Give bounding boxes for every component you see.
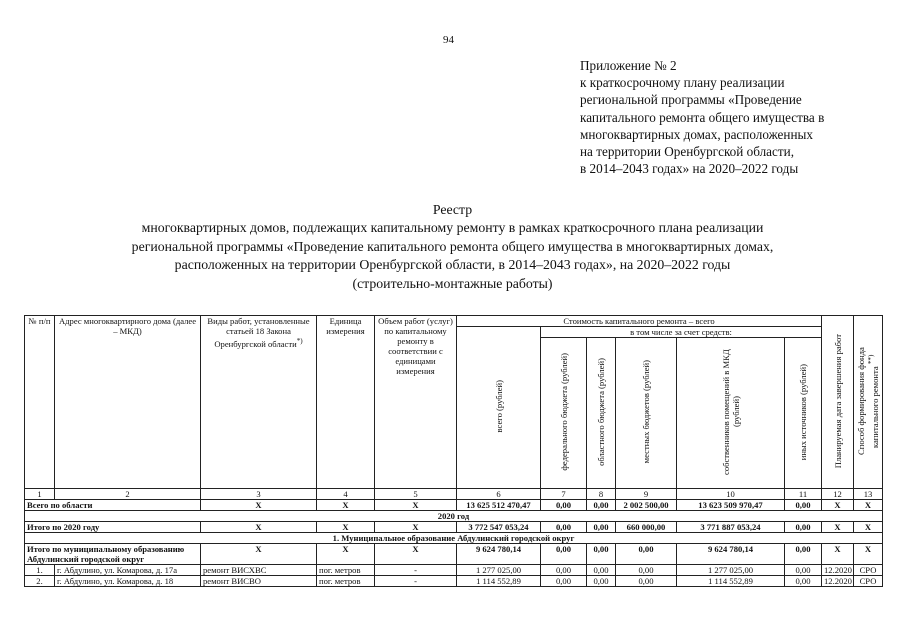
total-label: Итого по муниципальному образованию Абдулинский городской округ: [25, 544, 201, 565]
title-line: региональной программы «Проведение капитального ремонта общего имущества в многоквартирных домах,: [131, 238, 774, 254]
cell-fund: X: [854, 500, 883, 511]
cell-unit: X: [317, 522, 375, 533]
cell-volume: X: [375, 500, 457, 511]
cell-date: X: [822, 500, 854, 511]
header-date: Планируемая дата завершения работ: [822, 316, 854, 489]
cell-local: 0,00: [616, 576, 677, 587]
header-fund-mark: **): [867, 354, 876, 364]
cell-other: 0,00: [785, 544, 822, 565]
col-number: 7: [541, 489, 587, 500]
cell-federal: 0,00: [541, 522, 587, 533]
cell-date: 12.2020: [822, 576, 854, 587]
cell-owners: 1 277 025,00: [677, 565, 785, 576]
cell-unit: пог. метров: [317, 576, 375, 587]
cell-local: 0,00: [616, 544, 677, 565]
col-number: 9: [616, 489, 677, 500]
cell-other: 0,00: [785, 500, 822, 511]
cell-address: г. Абдулино, ул. Комарова, д. 17а: [55, 565, 201, 576]
cell-federal: 0,00: [541, 544, 587, 565]
title-line: расположенных на территории Оренбургской области, в 2014–2043 годах», на 2020–2022 годы: [174, 257, 731, 273]
cell-regional: 0,00: [587, 576, 616, 587]
cell-local: 0,00: [616, 565, 677, 576]
total-label: Итого по 2020 году: [25, 522, 201, 533]
header-other: иных источников (рублей): [785, 338, 822, 489]
cell-fund: X: [854, 544, 883, 565]
cell-volume: X: [375, 522, 457, 533]
appendix-line: региональной программы «Проведение: [580, 92, 802, 108]
header-row: [25, 316, 883, 327]
cell-regional: 0,00: [587, 544, 616, 565]
col-number: 1: [25, 489, 55, 500]
year-section-row: [25, 511, 883, 522]
header-works: [201, 316, 317, 489]
cell-other: 0,00: [785, 522, 822, 533]
appendix-line: капитального ремонта общего имущества в: [580, 109, 825, 125]
cell-federal: 0,00: [541, 500, 587, 511]
column-number-row: [25, 489, 883, 500]
cell-date: 12.2020: [822, 565, 854, 576]
cell-regional: 0,00: [587, 500, 616, 511]
col-number: 8: [587, 489, 616, 500]
col-number: 4: [317, 489, 375, 500]
cell-regional: 0,00: [587, 565, 616, 576]
cell-owners: 1 114 552,89: [677, 576, 785, 587]
table-row: [25, 576, 883, 587]
header-works-mark: *): [296, 337, 303, 345]
col-number: 6: [457, 489, 541, 500]
cell-works: X: [201, 500, 317, 511]
cell-total: 9 624 780,14: [457, 544, 541, 565]
title-line: (строительно-монтажные работы): [352, 275, 553, 291]
appendix-line: в 2014–2043 годах» на 2020–2022 годы: [580, 161, 799, 177]
municipality-section-row: [25, 533, 883, 544]
cell-owners: 9 624 780,14: [677, 544, 785, 565]
col-number: 10: [677, 489, 785, 500]
cell-local: 2 002 500,00: [616, 500, 677, 511]
appendix-line: на территории Оренбургской области,: [580, 144, 795, 160]
cell-address: г. Абдулино, ул. Комарова, д. 18: [55, 576, 201, 587]
title-line: многоквартирных домов, подлежащих капитальному ремонту в рамках краткосрочного плана реализации: [141, 220, 764, 236]
cell-federal: 0,00: [541, 576, 587, 587]
cell-unit: пог. метров: [317, 565, 375, 576]
col-number: 3: [201, 489, 317, 500]
cell-date: X: [822, 544, 854, 565]
header-volume: Объем работ (услуг) по капитальному ремонту в соответствии с единицами измерения: [375, 316, 457, 489]
register-table: [24, 315, 883, 587]
col-number: 11: [785, 489, 822, 500]
header-incl-group: в том числе за счет средств:: [541, 327, 822, 338]
cell-other: 0,00: [785, 565, 822, 576]
header-unit: Единица измерения: [317, 316, 375, 489]
col-number: 2: [55, 489, 201, 500]
appendix-line: Приложение № 2: [580, 58, 677, 73]
cell-works: X: [201, 522, 317, 533]
cell-local: 660 000,00: [616, 522, 677, 533]
col-number: 12: [822, 489, 854, 500]
cell-num: 2.: [25, 576, 55, 587]
cell-fund: X: [854, 522, 883, 533]
appendix-header: [580, 57, 824, 177]
header-address: Адрес многоквартирного дома (далее – МКД): [55, 316, 201, 489]
table-row: [25, 565, 883, 576]
cell-total: 3 772 547 053,24: [457, 522, 541, 533]
cell-volume: -: [375, 565, 457, 576]
header-local: местных бюджетов (рублей): [616, 338, 677, 489]
appendix-line: многоквартирных домах, расположенных: [580, 126, 813, 142]
title-heading: Реестр: [432, 202, 473, 217]
appendix-line: к краткосрочному плану реализации: [580, 75, 785, 91]
total-region-row: [25, 500, 883, 511]
total-year-row: [25, 522, 883, 533]
cell-works: ремонт ВИСХВС: [201, 565, 317, 576]
cell-regional: 0,00: [587, 522, 616, 533]
year-header: 2020 год: [25, 511, 883, 522]
total-municipality-row: [25, 544, 883, 565]
col-number: 5: [375, 489, 457, 500]
header-fund: [854, 316, 883, 489]
header-owners: собственников помещений в МКД (рублей): [677, 338, 785, 489]
cell-owners: 3 771 887 053,24: [677, 522, 785, 533]
cell-federal: 0,00: [541, 565, 587, 576]
cell-total: 1 277 025,00: [457, 565, 541, 576]
col-number: 13: [854, 489, 883, 500]
page-number: 94: [443, 34, 454, 46]
cell-total: 1 114 552,89: [457, 576, 541, 587]
document-title: [0, 201, 905, 293]
header-federal: федерального бюджета (рублей): [541, 338, 587, 489]
cell-unit: X: [317, 544, 375, 565]
header-fund-text: Способ формирования фонда капитального ремонта: [856, 347, 880, 455]
cell-fund: СРО: [854, 576, 883, 587]
cell-num: 1.: [25, 565, 55, 576]
cell-volume: X: [375, 544, 457, 565]
cell-owners: 13 623 509 970,47: [677, 500, 785, 511]
header-num: № п/п: [25, 316, 55, 489]
cell-total: 13 625 512 470,47: [457, 500, 541, 511]
header-total: всего (рублей): [457, 327, 541, 489]
total-label: Всего по области: [25, 500, 201, 511]
cell-works: X: [201, 544, 317, 565]
cell-fund: СРО: [854, 565, 883, 576]
cell-date: X: [822, 522, 854, 533]
municipality-header: 1. Муниципальное образование Абдулинский городской округ: [25, 533, 883, 544]
cell-works: ремонт ВИСВО: [201, 576, 317, 587]
cell-other: 0,00: [785, 576, 822, 587]
cell-volume: -: [375, 576, 457, 587]
header-regional: областного бюджета (рублей): [587, 338, 616, 489]
cell-unit: X: [317, 500, 375, 511]
header-works-text: Виды работ, установленные статьей 18 Закона Оренбургской области: [207, 316, 310, 349]
header-cost-group: Стоимость капитального ремонта – всего: [457, 316, 822, 327]
